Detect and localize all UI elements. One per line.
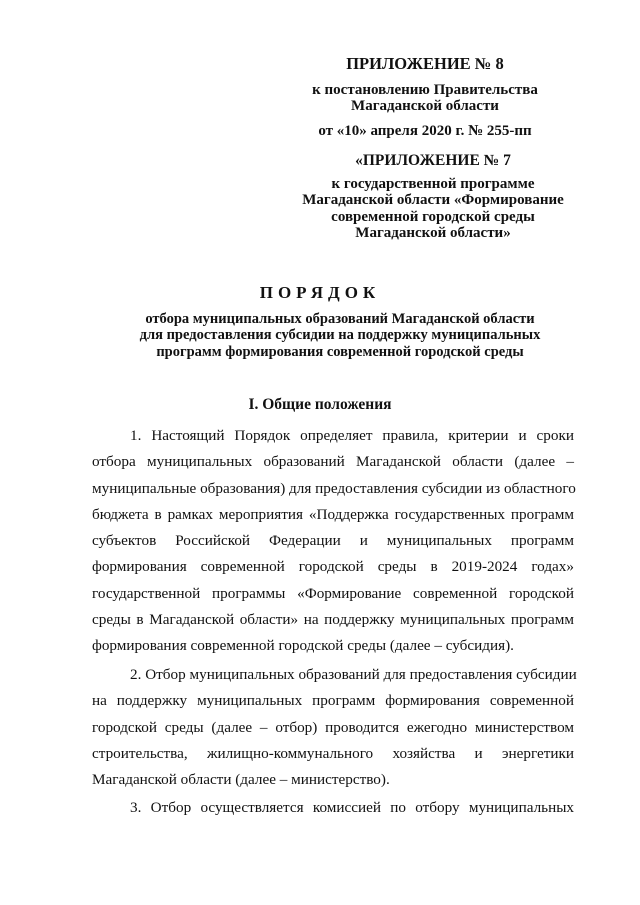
previous-appendix-block xyxy=(288,152,578,241)
paragraph-line: на поддержку муниципальных программ формирования современной xyxy=(92,692,574,710)
previous-appendix-heading: «ПРИЛОЖЕНИЕ № 7 xyxy=(355,152,511,169)
paragraph-line: 3. Отбор осуществляется комиссией по отбору муниципальных xyxy=(130,799,574,816)
subtitle-line: отбора муниципальных образований Магаданской области xyxy=(145,311,535,327)
previous-appendix-line: современной городской среды xyxy=(331,208,535,225)
appendix-decree-line: к постановлению Правительства xyxy=(312,82,538,98)
appendix-region-line: Магаданской области xyxy=(351,98,499,114)
paragraph-line: отбора муниципальных образований Магаданской области (далее – xyxy=(92,453,574,471)
previous-appendix-line: к государственной программе xyxy=(331,176,535,192)
appendix-heading: ПРИЛОЖЕНИЕ № 8 xyxy=(346,54,504,73)
section-heading: I. Общие положения xyxy=(248,396,392,413)
appendix-header-block xyxy=(300,54,550,139)
document-subtitle xyxy=(40,311,640,360)
paragraph-line: 2. Отбор муниципальных образований для предоставления субсидии xyxy=(130,666,577,683)
subtitle-line: программ формирования современной городской среды xyxy=(156,343,524,360)
paragraph-line: субъектов Российской Федерации и муниципальных программ xyxy=(92,532,574,550)
paragraph-2 xyxy=(92,662,577,793)
previous-appendix-line: Магаданской области «Формирование xyxy=(302,192,564,209)
paragraph-line: городской среды (далее – отбор) проводится ежегодно министерством xyxy=(92,718,574,736)
paragraph-line: формирования современной городской среды в 2019-2024 годах» xyxy=(92,558,574,576)
paragraph-line: муниципальные образования) для предоставления субсидии из областного xyxy=(92,479,576,497)
paragraph-line: бюджета в рамках мероприятия «Поддержка государственных программ xyxy=(92,505,574,523)
paragraph-line: Магаданской области (далее – министерство). xyxy=(92,771,390,789)
paragraph-line: государственной программы «Формирование современной городской xyxy=(92,584,574,602)
paragraph-line: формирования современной городской среды (далее – субсидия). xyxy=(92,637,514,655)
document-title: ПОРЯДОК xyxy=(259,283,381,302)
paragraph-3 xyxy=(92,795,574,821)
paragraph-line: 1. Настоящий Порядок определяет правила, критерии и сроки xyxy=(130,427,574,444)
paragraph-1 xyxy=(92,423,574,660)
previous-appendix-line: Магаданской области» xyxy=(355,224,511,241)
paragraph-line: строительства, жилищно-коммунального хозяйства и энергетики xyxy=(92,744,574,762)
subtitle-line: для предоставления субсидии на поддержку муниципальных xyxy=(139,327,541,344)
paragraph-line: среды в Магаданской области» на поддержку муниципальных программ xyxy=(92,611,574,629)
appendix-date-line: от «10» апреля 2020 г. № 255-пп xyxy=(318,123,532,139)
